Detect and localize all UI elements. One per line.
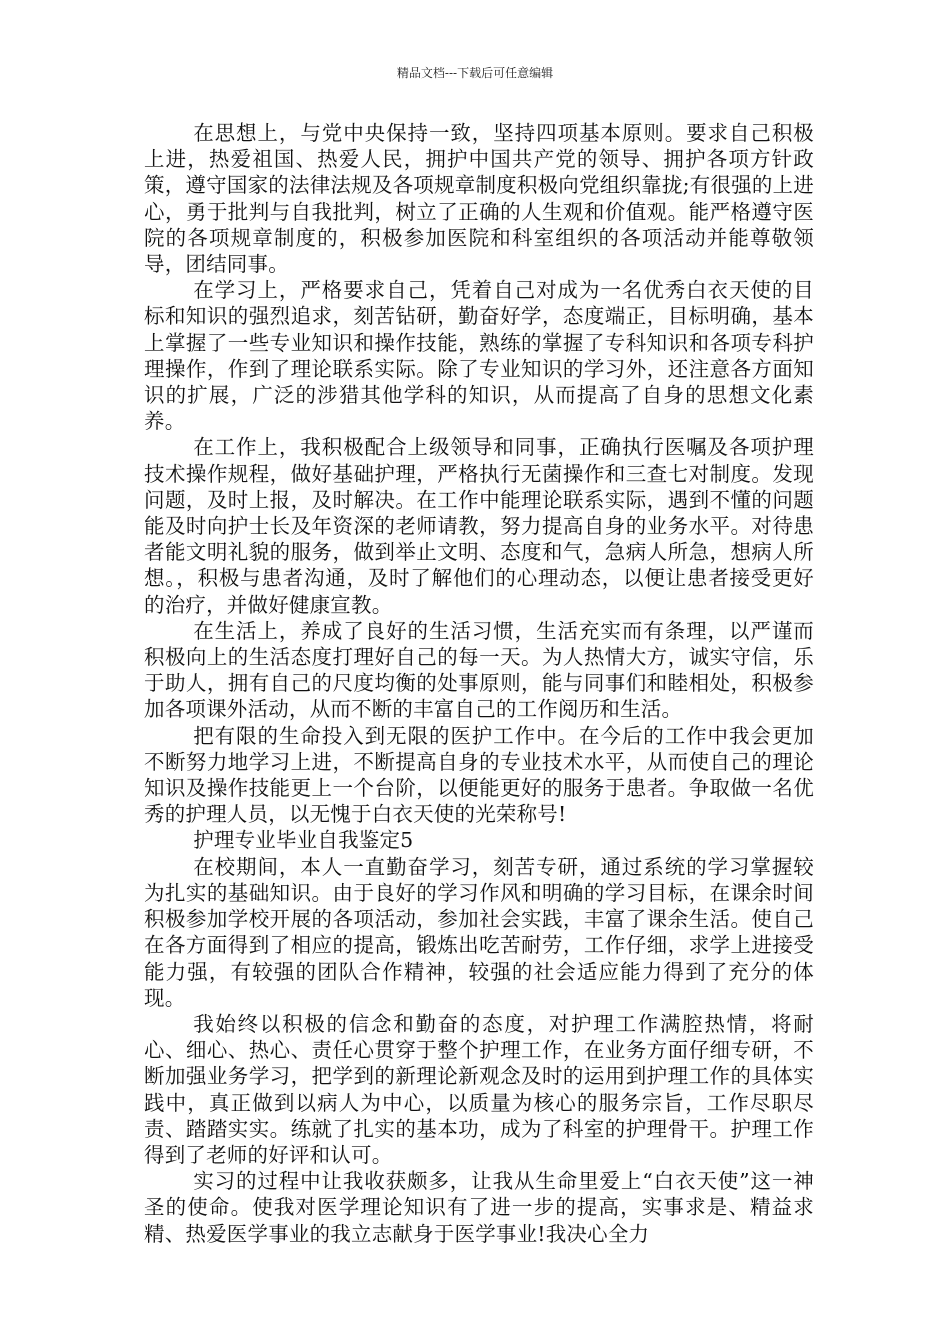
paragraph-school: 在校期间，本人一直勤奋学习，刻苦专研，通过系统的学习掌握较为扎实的基础知识。由于良好的学习作风和明确的学习目标，在课余时间积极参加学校开展的各项活动，参加社会实践，丰富了课余生活。使自己在各方面得到了相应的提高，锻炼出吃苦耐劳，工作仔细，求学上进接受能力强，有较强的团队合作精神，较强的社会适应能力得到了充分的体现。 — [144, 854, 814, 1010]
paragraph-ideology: 在思想上，与党中央保持一致，坚持四项基本原则。要求自己积极上进，热爱祖国、热爱人民，拥护中国共产党的领导、拥护各项方针政策，遵守国家的法律法规及各项规章制度积极向党组织靠拢;有很强的上进心，勇于批判与自我批判，树立了正确的人生观和价值观。能严格遵守医院的各项规章制度的，积极参加医院和科室组织的各项活动并能尊敬领导，团结同事。 — [144, 121, 814, 277]
section-heading: 护理专业毕业自我鉴定5 — [193, 828, 414, 853]
paragraph-internship: 实习的过程中让我收获颇多，让我从生命里爱上“白衣天使”这一神圣的使命。使我对医学理论知识有了进一步的提高，实事求是、精益求精、热爱医学事业的我立志献身于医学事业!我决心全力 — [144, 1169, 814, 1246]
paragraph-future: 把有限的生命投入到无限的医护工作中。在今后的工作中我会更加不断努力地学习上进，不断提高自身的专业技术水平，从而使自己的理论知识及操作技能更上一个台阶，以便能更好的服务于患者。争取做一名优秀的护理人员，以无愧于白衣天使的光荣称号! — [144, 723, 814, 827]
paragraph-work: 在工作上，我积极配合上级领导和同事，正确执行医嘱及各项护理技术操作规程，做好基础护理，严格执行无菌操作和三查七对制度。发现问题，及时上报，及时解决。在工作中能理论联系实际，遇到不懂的问题能及时向护士长及年资深的老师请教，努力提高自身的业务水平。对待患者能文明礼貌的服务，做到举止文明、态度和气，急病人所急，想病人所想。，积极与患者沟通，及时了解他们的心理动态，以便让患者接受更好的治疗，并做好健康宣教。 — [144, 435, 814, 617]
document-body — [144, 120, 814, 1247]
paragraph-life: 在生活上，养成了良好的生活习惯，生活充实而有条理，以严谨而积极向上的生活态度打理好自己的每一天。为人热情大方，诚实守信，乐于助人，拥有自己的尺度均衡的处事原则，能与同事们和睦相处，积极参加各项课外活动，从而不断的丰富自己的工作阅历和生活。 — [144, 618, 814, 722]
paragraph-nursing: 我始终以积极的信念和勤奋的态度，对护理工作满腔热情，将耐心、细心、热心、责任心贯穿于整个护理工作，在业务方面仔细专研，不断加强业务学习，把学到的新理论新观念及时的运用到护理工作的具体实践中，真正做到以病人为中心，以质量为核心的服务宗旨，工作尽职尽责、踏踏实实。练就了扎实的基本功，成为了科室的护理骨干。护理工作得到了老师的好评和认可。 — [144, 1011, 814, 1167]
paragraph-study: 在学习上，严格要求自己，凭着自己对成为一名优秀白衣天使的目标和知识的强烈追求，刻苦钻研，勤奋好学，态度端正，目标明确，基本上掌握了一些专业知识和操作技能，熟练的掌握了专科知识和各项专科护理操作，作到了理论联系实际。除了专业知识的学习外，还注意各方面知识的扩展，广泛的涉猎其他学科的知识，从而提高了自身的思想文化素养。 — [144, 278, 814, 434]
page-header: 精品文档---下载后可任意编辑 — [396, 66, 554, 80]
